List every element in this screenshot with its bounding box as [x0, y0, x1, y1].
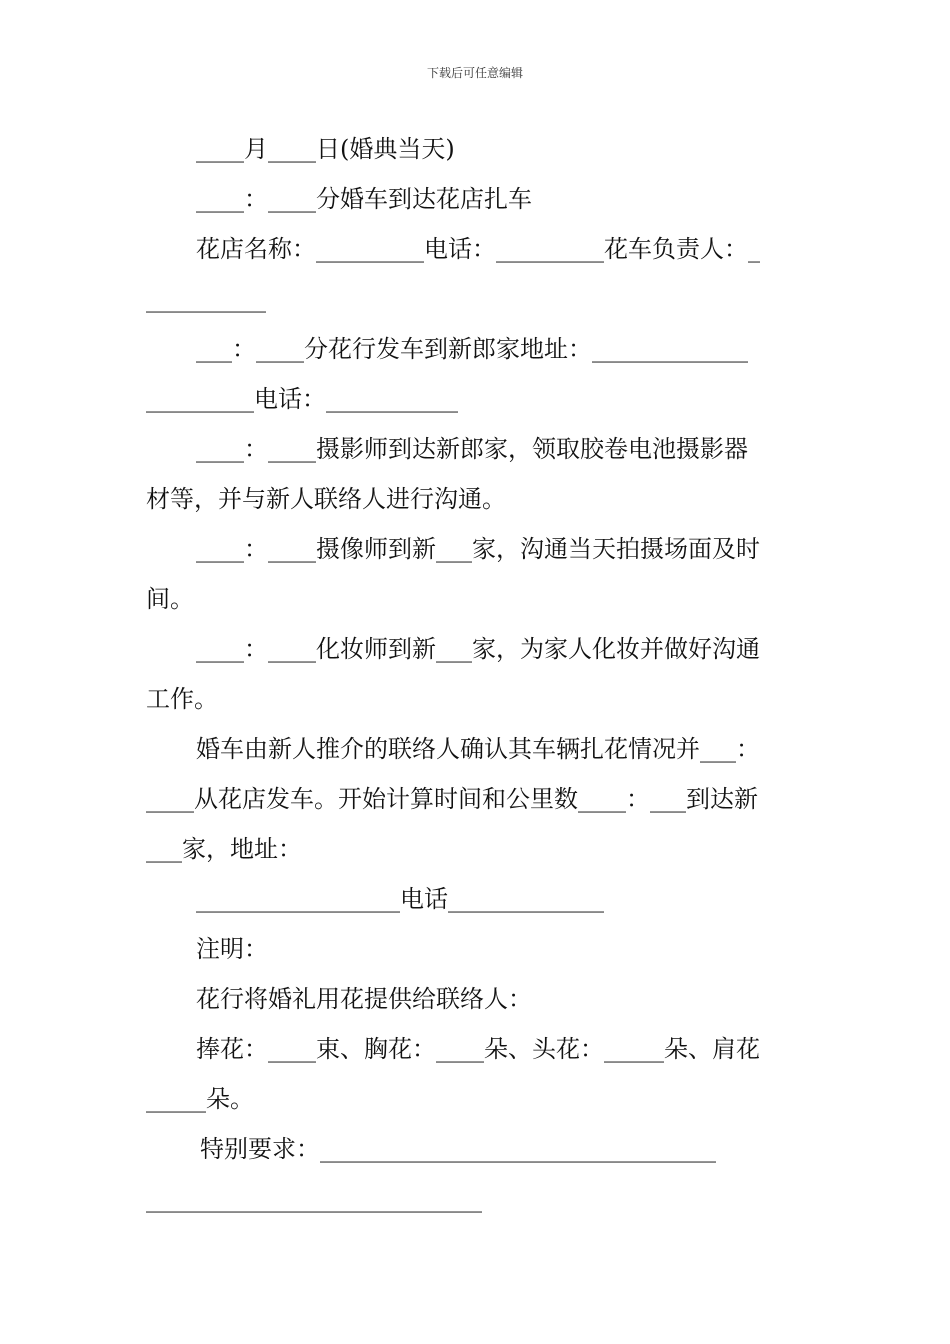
departure-line: ___：____分花行发车到新郎家地址：_____________	[196, 335, 748, 363]
makeup-line: ____：____化妆师到新___家，为家人化妆并做好沟通	[196, 635, 760, 663]
videographer-line: ____：____摄像师到新___家，沟通当天拍摄场面及时	[196, 535, 760, 563]
makeup-line-cont: 工作。	[146, 685, 218, 713]
flower-counts-line: 捧花：____束、胸花：____朵、头花：_____朵、肩花	[196, 1035, 760, 1063]
florist-info-line-cont: __________	[146, 285, 266, 313]
wedding-car-line: 婚车由新人推介的联络人确认其车辆扎花情况并___：	[196, 735, 760, 763]
car-decoration-time-line: ____：____分婚车到达花店扎车	[196, 185, 532, 213]
flowers-note-line: 花行将婚礼用花提供给联络人：	[196, 985, 532, 1013]
special-requests-line: 特别要求：_________________________________	[200, 1135, 716, 1163]
address-phone-line: _________________电话_____________	[196, 885, 604, 913]
wedding-car-line-cont: ____从花店发车。开始计算时间和公里数____：___到达新	[146, 785, 758, 813]
date-line: ____月____日(婚典当天)	[196, 135, 455, 163]
flower-counts-line-cont: _____朵。	[146, 1085, 254, 1113]
departure-line-cont: _________电话：___________	[146, 385, 458, 413]
photographer-line: ____：____摄影师到达新郎家，领取胶卷电池摄影器	[196, 435, 748, 463]
wedding-car-line-cont2: ___家，地址：	[146, 835, 302, 863]
page-header: 下载后可任意编辑	[426, 66, 523, 80]
florist-info-line: 花店名称：_________电话：_________花车负责人：_	[196, 235, 760, 263]
videographer-line-cont: 间。	[146, 585, 194, 613]
photographer-line-cont: 材等，并与新人联络人进行沟通。	[146, 485, 506, 513]
note-label: 注明：	[196, 935, 268, 963]
special-requests-line-cont: ____________________________	[146, 1185, 482, 1213]
